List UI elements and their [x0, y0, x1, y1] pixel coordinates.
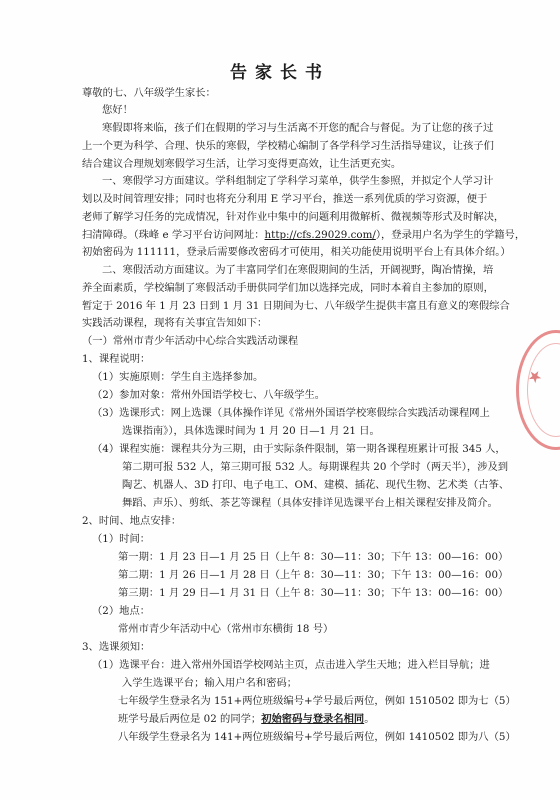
place-address: 常州市青少年活动中心（常州市东横街 18 号）	[118, 623, 334, 635]
grade7-login-2-text: 班学号最后两位是 02 的同学；	[118, 713, 262, 725]
platform-line-2: 入学生选课平台；输入用户名和密码；	[122, 677, 298, 689]
activity-line-4: 实践活动课程，现将有关事宜告知如下：	[82, 317, 268, 329]
session-1: 第一期：1 月 23 日—1 月 25 日（上午 8：30—11：30；下午 13：00—16：00）	[118, 551, 509, 563]
intro-line-2: 上一个更为科学、合理、快乐的寒假，学校精心编制了各学科学习生活指导建议，让孩子们	[82, 140, 494, 152]
time-place-heading: 2、时间、地点安排：	[82, 515, 182, 527]
intro-line-1: 寒假即将来临，孩子们在假期的学习与生活离不开您的配合与督促。为了让您的孩子过	[102, 122, 494, 134]
study-line-4-tail: ），登录用户名为学生的学籍号，	[375, 229, 526, 241]
red-seal-stamp	[516, 330, 560, 450]
study-line-1: 一、寒假学习方面建议。学科组制定了学科学习菜单，供学生参照，并拟定个人学习计	[102, 175, 494, 187]
study-line-5: 初始密码为 111111，登录后需要修改密码才可使用，相关功能使用说明平台上有具体介绍。）	[82, 246, 511, 258]
item-selection-2: 选课指南》），具体选课时间为 1 月 20 日—1 月 21 日。	[122, 425, 380, 437]
study-line-3: 老师了解学习任务的完成情况，针对作业中集中的问题利用微解析、微视频等形式及时解决，	[82, 211, 505, 223]
platform-url-link[interactable]: http://cfs.29029.com/	[264, 229, 376, 241]
salutation: 尊敬的七、八年级学生家长：	[82, 87, 216, 99]
session-2: 第二期：1 月 26 日—1 月 28 日（上午 8：30—11：30；下午 13：00—16：00）	[118, 569, 509, 581]
study-line-4-text: 扫清障碍。（珠峰 e 学习平台访问网址：	[82, 229, 265, 241]
activity-line-3: 暂定于 2016 年 1 月 23 日到 1 月 31 日期间为七、八年级学生提供丰富且有意义的寒假综合	[82, 300, 510, 312]
grade8-login-1: 八年级学生登录名为 141+两位班级编号+学号最后两位，例如 1410502 即为八（5）	[118, 731, 516, 743]
study-line-4	[82, 228, 525, 242]
activity-line-1: 二、寒假活动方面建议。为了丰富同学们在寒假期间的生活，开阔视野，陶冶情操，培	[102, 264, 494, 276]
grade7-login-1: 七年级学生登录名为 151+两位班级编号+学号最后两位，例如 1510502 即为七（5）	[118, 695, 516, 707]
item-selection-1: （3）选课形式：网上选课（具体操作详见《常州外国语学校寒假综合实践活动课程网上	[92, 407, 490, 419]
intro-line-3: 结合建议合理规划寒假学习生活，让学习变得更高效，让生活更充实。	[82, 158, 402, 170]
activity-line-2: 养全面素质，学校编制了寒假活动手册供同学们加以选择完成，同时本着自主参加的原则，	[82, 282, 494, 294]
item-implementation-2: 第二期可报 532 人，第三期可报 532 人。每期课程共 20 个学时（两天半），涉及到	[122, 461, 509, 473]
item-implementation-3: 陶艺、机器人、3D 打印、电子电工、OM、建模、插花、现代生物、艺术类（古筝、	[122, 479, 510, 491]
course-desc-heading: 1、课程说明：	[82, 353, 151, 365]
time-subheading: （1）时间：	[92, 533, 151, 545]
seal-inner-ring	[527, 343, 560, 437]
item-participants: （2）参加对象：常州外国语学校七、八年级学生。	[92, 389, 326, 401]
item-implementation-4: 舞蹈、声乐）、剪纸、茶艺等课程（具体安排详见选课平台上相关课程安排及简介。	[122, 497, 498, 509]
letter-title: 告家长书	[230, 63, 330, 83]
grade7-login-2-tail: 。	[364, 713, 375, 725]
place-subheading: （2）地点：	[92, 605, 151, 617]
greeting: 您好！	[102, 104, 133, 116]
seal-mark: ★	[525, 366, 546, 388]
item-principle: （1）实施原则：学生自主选择参加。	[92, 371, 264, 383]
initial-password-note: 初始密码与登录名相同	[261, 713, 365, 725]
item-implementation-1: （4）课程实施：课程共分为三期，由于实际条件限制，第一期各课程班累计可报 345 人，	[92, 443, 506, 455]
section-heading: （一）常州市青少年活动中心综合实践活动课程	[82, 335, 299, 347]
notice-heading: 3、选课须知：	[82, 641, 151, 653]
study-line-2: 划以及时间管理安排；同时也将充分利用 E 学习平台，推送一系列优质的学习资源，便于	[82, 193, 488, 205]
grade7-login-2	[118, 712, 374, 726]
session-3: 第三期：1 月 29 日—1 月 31 日（上午 8：30—11：30；下午 13：00—16：00）	[118, 587, 509, 599]
platform-line-1: （1）选课平台：进入常州外国语学校网站主页，点击进入学生天地；进入栏目导航；进	[92, 659, 490, 671]
